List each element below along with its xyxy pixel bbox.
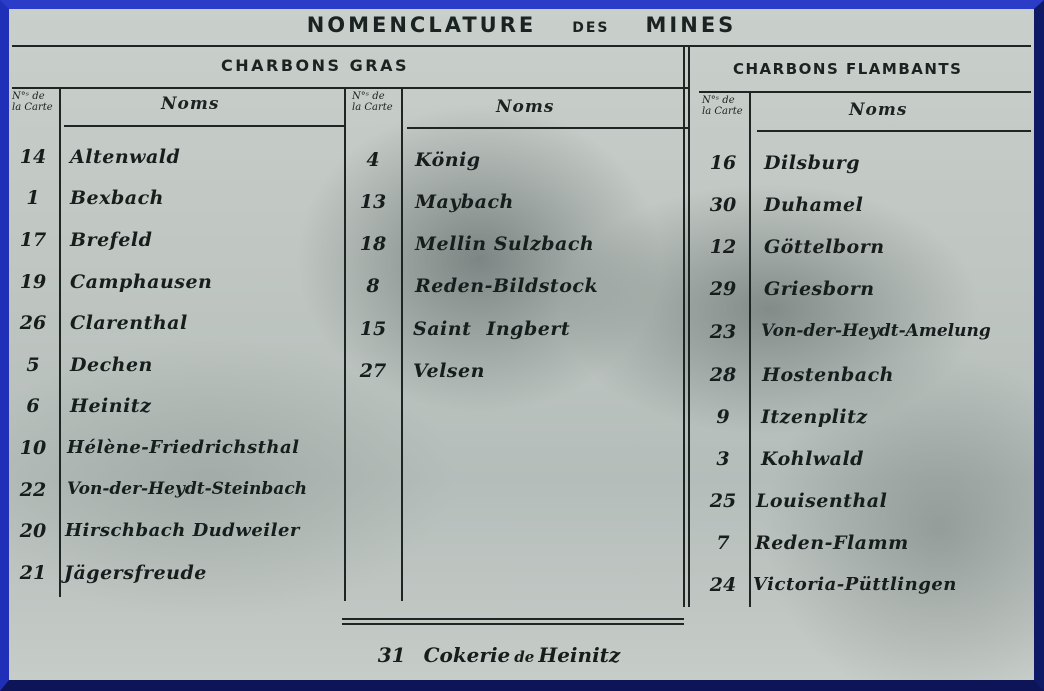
mine-number: 19	[19, 271, 47, 293]
mine-number: 29	[709, 278, 737, 300]
mine-name: Mellin Sulzbach	[415, 233, 595, 255]
mine-number: 27	[359, 360, 387, 382]
mine-name: Maybach	[415, 191, 514, 213]
divider-sections-left	[683, 47, 685, 607]
mine-name: Victoria-Püttlingen	[753, 574, 957, 595]
divider-col3-number	[749, 93, 751, 607]
mine-number: 25	[709, 490, 737, 512]
mine-number: 10	[19, 437, 47, 459]
footer-rule-bottom	[342, 623, 684, 625]
title-part-nomenclature: NOMENCLATURE	[306, 13, 537, 37]
mine-number: 30	[709, 194, 737, 216]
divider-col1-number	[59, 89, 61, 597]
divider-col1-end	[344, 89, 346, 601]
mine-name: Griesborn	[764, 278, 875, 300]
mine-number: 28	[709, 364, 737, 386]
col2-number-header: N°ˢ de la Carte	[352, 91, 393, 113]
heading-charbons-gras: CHARBONS GRAS	[221, 56, 409, 75]
mine-name: Itzenplitz	[761, 406, 868, 428]
mine-name: Brefeld	[70, 229, 153, 251]
footer-word-heinitz: Heinitz	[538, 643, 621, 667]
col2-names-header: Noms	[496, 97, 555, 117]
mine-name: Dilsburg	[764, 152, 861, 174]
mine-number: 26	[19, 312, 47, 334]
page-title	[9, 13, 1034, 37]
document-page	[9, 9, 1034, 680]
mine-number: 9	[716, 406, 730, 428]
divider-col2-number	[401, 89, 403, 601]
heading-charbons-flambants: CHARBONS FLAMBANTS	[733, 60, 963, 78]
mine-name: Hostenbach	[762, 364, 894, 386]
mine-name: König	[415, 149, 481, 171]
mine-name: Velsen	[413, 360, 485, 382]
footer-number: 31	[377, 643, 406, 667]
mine-name: Von-der-Heydt-Steinbach	[67, 479, 308, 499]
mine-number: 6	[26, 395, 40, 417]
rule-under-title	[12, 45, 1031, 47]
mine-number: 16	[709, 152, 737, 174]
mine-name: Heinitz	[70, 395, 152, 417]
mine-number: 24	[709, 574, 737, 596]
mine-number: 18	[359, 233, 387, 255]
mine-name: Reden-Bildstock	[415, 275, 599, 297]
col1-names-header: Noms	[161, 94, 220, 114]
rule-under-headers-col1	[64, 125, 346, 127]
mine-name: Duhamel	[764, 194, 864, 216]
mine-name: Kohlwald	[761, 448, 864, 470]
mine-number: 22	[19, 479, 47, 501]
title-part-des: DES	[572, 20, 610, 36]
col1-number-header: N°ˢ de la Carte	[12, 91, 53, 113]
col3-number-header: N°ˢ de la Carte	[702, 95, 743, 117]
mine-name: Camphausen	[70, 271, 213, 293]
mine-name: Hirschbach Dudweiler	[65, 520, 300, 541]
mine-number: 20	[19, 520, 47, 542]
mine-name: Clarenthal	[70, 312, 188, 334]
mine-name: Dechen	[70, 354, 153, 376]
mine-name: Jägersfreude	[64, 562, 207, 584]
footer-cokerie	[309, 643, 689, 667]
mine-number: 23	[709, 321, 737, 343]
mine-number: 13	[359, 191, 387, 213]
mine-number: 8	[366, 275, 380, 297]
mine-number: 21	[19, 562, 47, 584]
divider-sections-right	[688, 47, 690, 607]
mine-name: Von-der-Heydt-Amelung	[761, 321, 991, 341]
mine-name: Bexbach	[70, 187, 164, 209]
mine-name: Louisenthal	[756, 490, 888, 512]
rule-under-headers-col2	[407, 127, 689, 129]
footer-rule-top	[342, 618, 684, 620]
footer-word-de: de	[514, 648, 535, 666]
mine-name: Saint Ingbert	[413, 318, 571, 340]
mine-number: 4	[366, 149, 380, 171]
rule-under-headers-col3	[757, 130, 1031, 132]
mine-number: 1	[26, 187, 40, 209]
title-part-mines: MINES	[645, 13, 737, 37]
footer-word-cokerie: Cokerie	[423, 643, 511, 667]
rule-under-gras-heading	[12, 87, 690, 89]
mine-number: 14	[19, 146, 47, 168]
mine-number: 17	[19, 229, 47, 251]
mine-name: Reden-Flamm	[755, 532, 909, 554]
mine-number: 12	[709, 236, 737, 258]
mine-number: 15	[359, 318, 387, 340]
mine-number: 5	[26, 354, 40, 376]
mine-number: 3	[716, 448, 730, 470]
mine-name: Altenwald	[70, 146, 181, 168]
col3-names-header: Noms	[849, 100, 908, 120]
mine-name: Göttelborn	[764, 236, 885, 258]
mine-number: 7	[716, 532, 730, 554]
mine-name: Hélène-Friedrichsthal	[67, 437, 300, 458]
